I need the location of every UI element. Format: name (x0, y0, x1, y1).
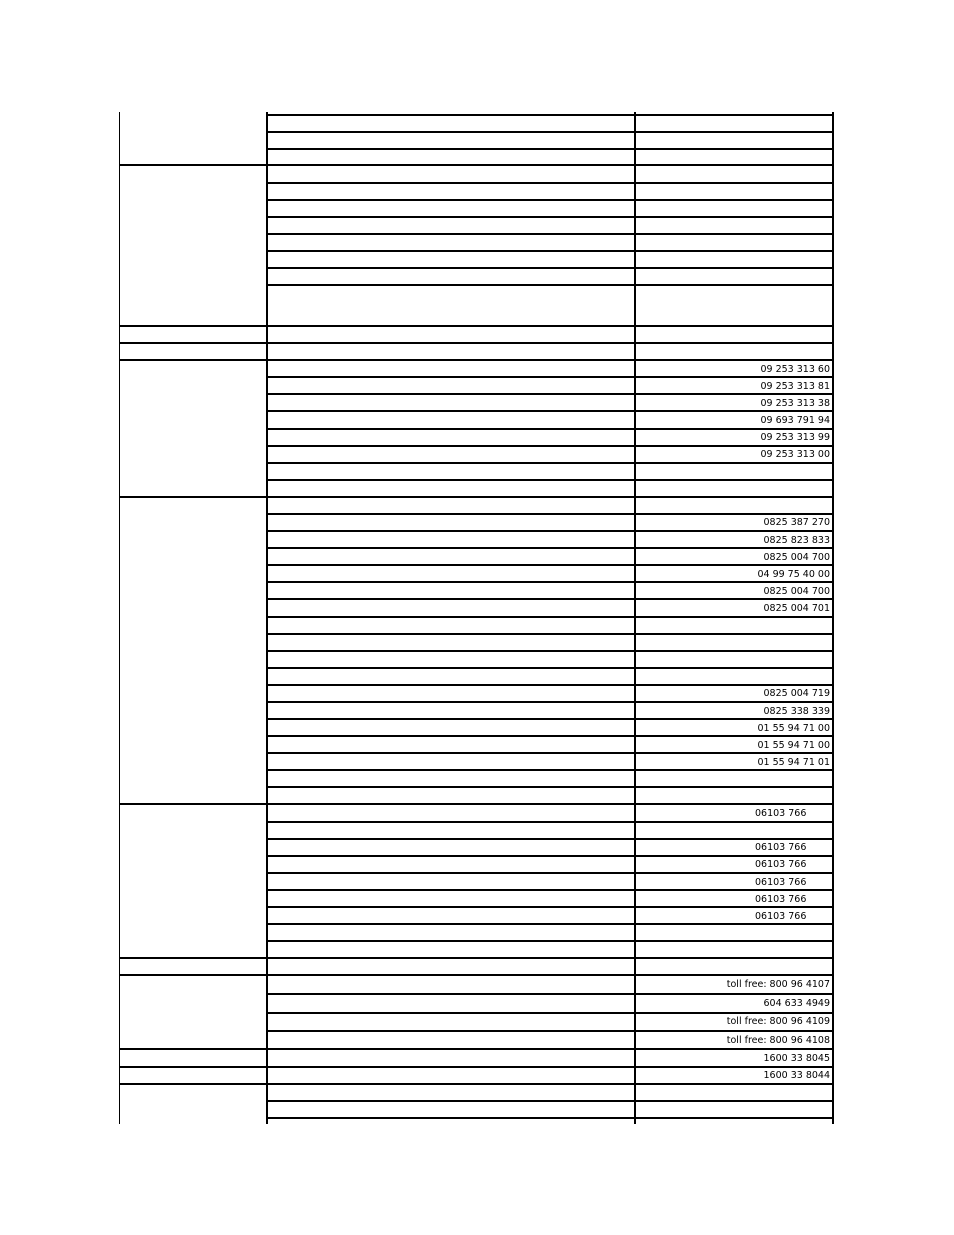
phone-number: 0825 387 270 (763, 517, 830, 528)
row-divider (266, 267, 834, 269)
group-divider (119, 1066, 834, 1068)
group-divider (119, 1083, 834, 1085)
row-divider (266, 564, 834, 566)
row-divider (266, 786, 834, 788)
group-divider (119, 1048, 834, 1050)
row-divider (266, 889, 834, 891)
row-divider (266, 216, 834, 218)
table-border-col2 (266, 112, 268, 1124)
table-border-right (832, 112, 834, 1124)
row-divider (266, 233, 834, 235)
phone-number: 09 253 313 38 (760, 398, 830, 409)
row-divider (266, 148, 834, 150)
group-divider (119, 974, 834, 976)
row-divider (266, 633, 834, 635)
group-divider (119, 957, 834, 959)
row-divider (266, 250, 834, 252)
group-divider (119, 164, 834, 166)
phone-number: 01 55 94 71 00 (757, 740, 830, 751)
row-divider (266, 513, 834, 515)
table-border-left (119, 112, 120, 1124)
row-divider (266, 906, 834, 908)
row-divider (266, 701, 834, 703)
row-divider (266, 598, 834, 600)
row-divider (266, 530, 834, 532)
row-divider (266, 1012, 834, 1014)
phone-number: 1600 33 8045 (763, 1053, 830, 1064)
row-divider (266, 855, 834, 857)
phone-number: toll free: 800 96 4108 (726, 1035, 830, 1046)
phone-number: 0825 004 700 (763, 552, 830, 563)
row-divider (266, 923, 834, 925)
phone-number: 0825 004 700 (763, 586, 830, 597)
row-divider (266, 650, 834, 652)
phone-number: toll free: 800 96 4107 (726, 979, 830, 990)
phone-number: 09 253 313 81 (760, 381, 830, 392)
row-divider (266, 684, 834, 686)
row-divider (266, 547, 834, 549)
row-divider (266, 393, 834, 395)
phone-number: 06103 766 (755, 894, 807, 905)
row-divider (266, 376, 834, 378)
row-divider (266, 616, 834, 618)
table-border-col3 (634, 112, 636, 1124)
row-divider (266, 410, 834, 412)
row-divider (266, 114, 834, 116)
row-divider (266, 479, 834, 481)
row-divider (266, 667, 834, 669)
group-divider (119, 359, 834, 361)
row-divider (266, 993, 834, 995)
phone-number: 06103 766 (755, 808, 807, 819)
phone-number: 06103 766 (755, 911, 807, 922)
row-divider (266, 718, 834, 720)
row-divider (266, 838, 834, 840)
row-divider (266, 199, 834, 201)
group-divider (119, 342, 834, 344)
phone-number: 04 99 75 40 00 (757, 569, 830, 580)
row-divider (266, 581, 834, 583)
row-divider (266, 1100, 834, 1102)
phone-number: 09 253 313 99 (760, 432, 830, 443)
row-divider (266, 445, 834, 447)
row-divider (266, 182, 834, 184)
phone-number: 0825 004 701 (763, 603, 830, 614)
phone-number: toll free: 800 96 4109 (726, 1016, 830, 1027)
row-divider (266, 1030, 834, 1032)
group-divider (119, 803, 834, 805)
phone-number: 06103 766 (755, 859, 807, 870)
group-divider (119, 496, 834, 498)
phone-number: 0825 004 719 (763, 688, 830, 699)
phone-number: 0825 338 339 (763, 706, 830, 717)
phone-number: 0825 823 833 (763, 535, 830, 546)
row-divider (266, 428, 834, 430)
phone-number: 06103 766 (755, 842, 807, 853)
row-divider (266, 735, 834, 737)
phone-number: 01 55 94 71 00 (757, 723, 830, 734)
row-divider (266, 462, 834, 464)
phone-number: 09 253 313 60 (760, 364, 830, 375)
group-divider (119, 325, 834, 327)
row-divider (266, 284, 834, 286)
phone-number: 1600 33 8044 (763, 1070, 830, 1081)
row-divider (266, 1117, 834, 1119)
row-divider (266, 752, 834, 754)
phone-number: 06103 766 (755, 877, 807, 888)
phone-number: 01 55 94 71 01 (757, 757, 830, 768)
row-divider (266, 769, 834, 771)
row-divider (266, 872, 834, 874)
row-divider (266, 131, 834, 133)
row-divider (266, 821, 834, 823)
row-divider (266, 940, 834, 942)
phone-number: 09 253 313 00 (760, 449, 830, 460)
phone-number: 604 633 4949 (763, 998, 830, 1009)
phone-number: 09 693 791 94 (760, 415, 830, 426)
